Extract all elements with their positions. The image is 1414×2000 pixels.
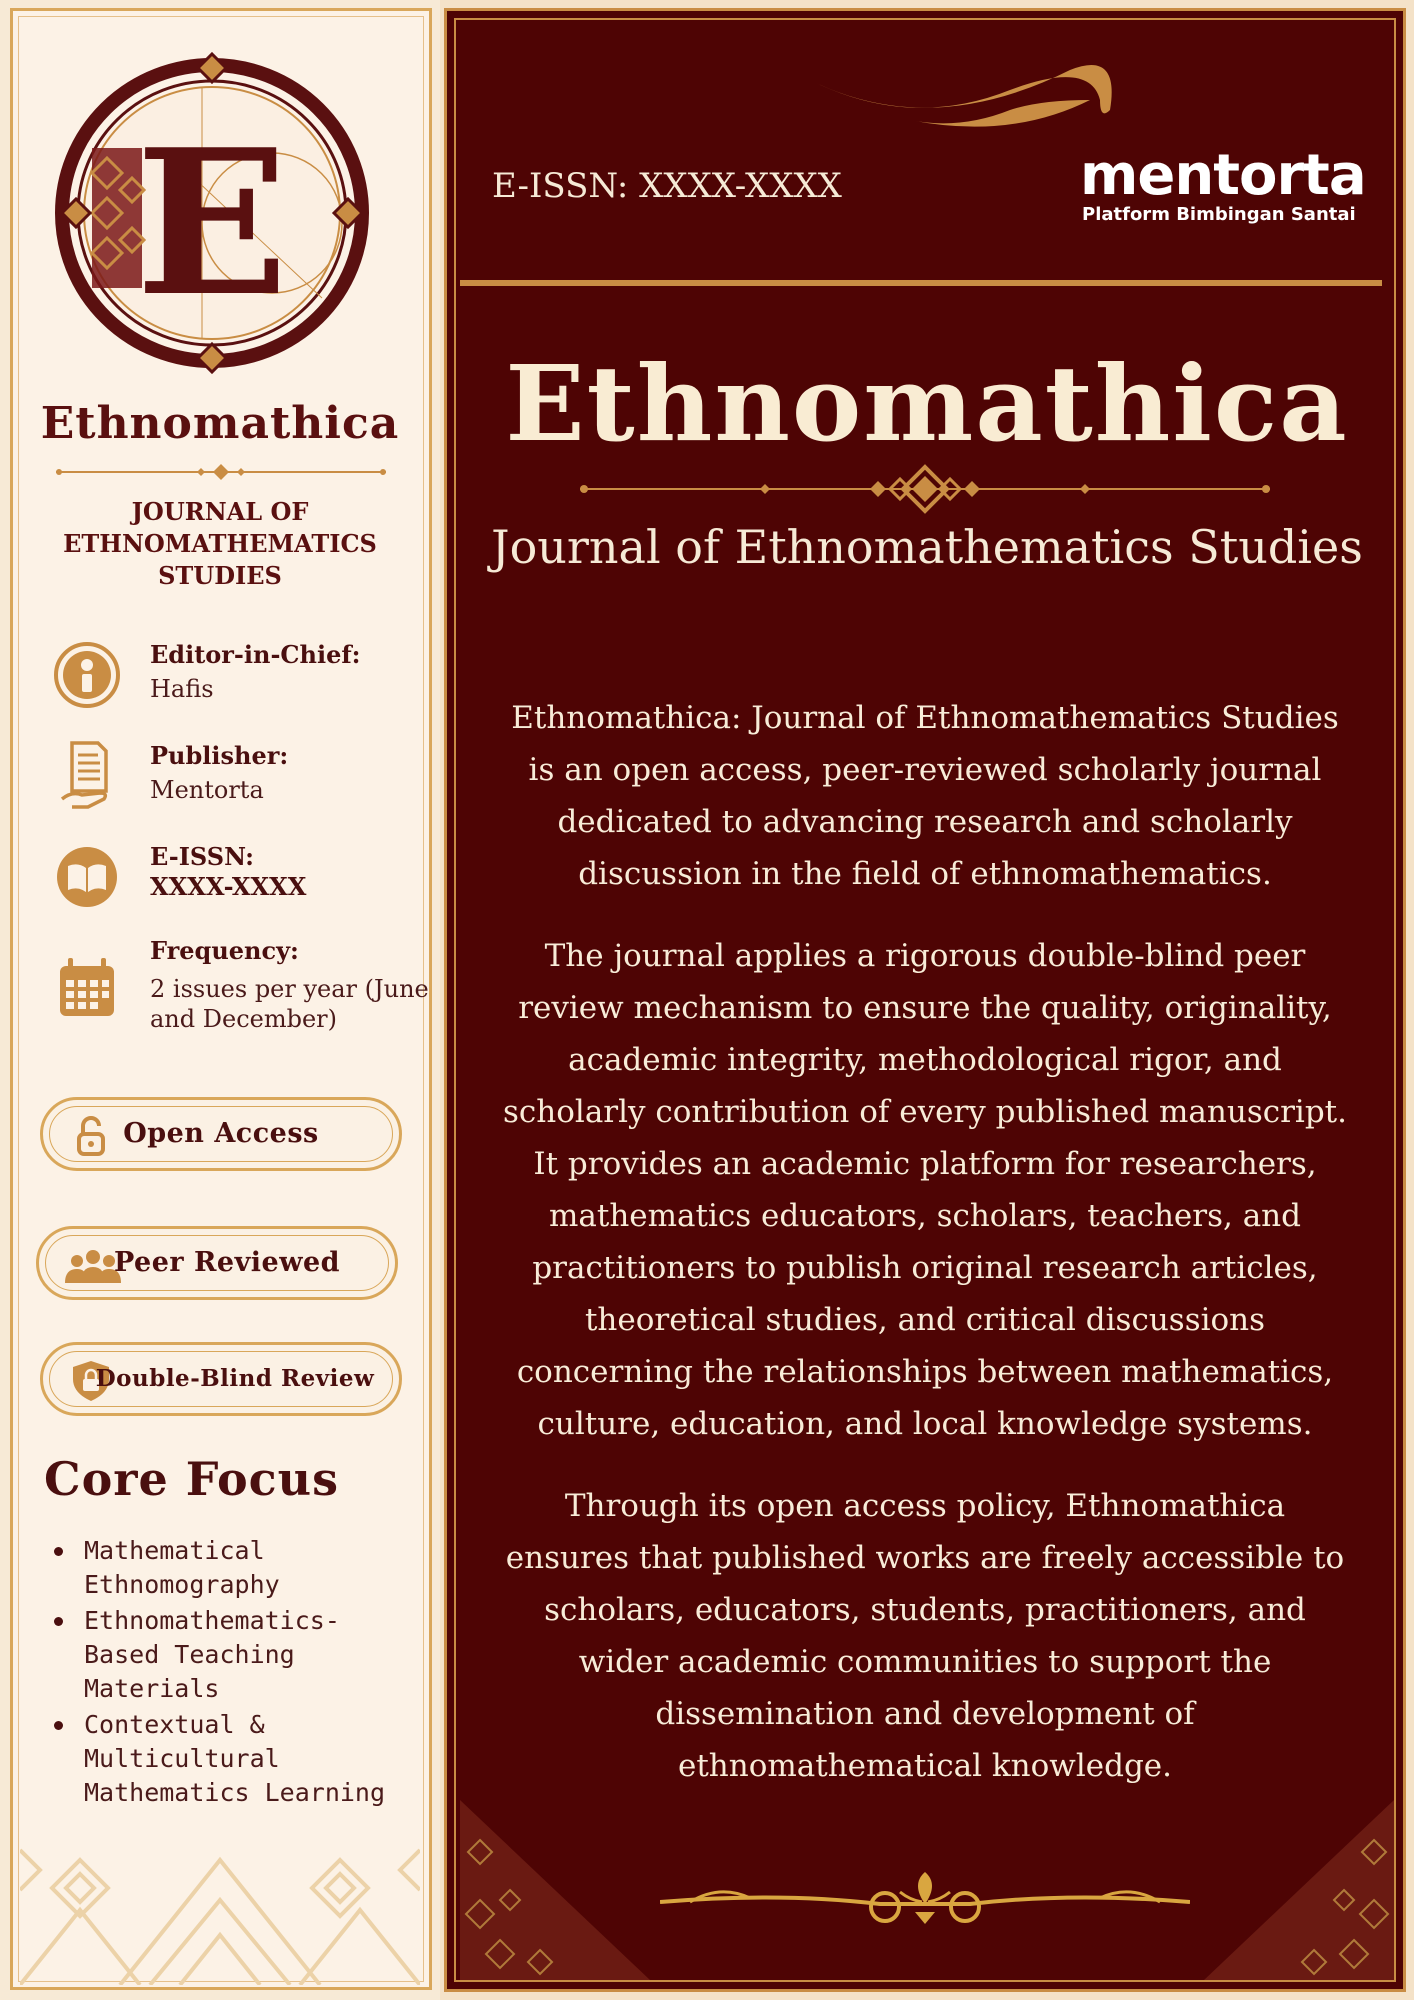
description-paragraph: Ethnomathica: Journal of Ethnomathematics Studies is an open access, peer-reviewed scholarly journal dedicated to advancing research and scholarly discussion in the field of ethnomathematics. [511, 700, 1339, 892]
meta-label: Editor-in-Chief: [150, 640, 361, 669]
meta-value: Hafis [150, 675, 214, 703]
title-ornamental-divider [580, 464, 1270, 514]
calendar-icon [52, 954, 122, 1024]
brand-swoosh-ornament [810, 30, 1140, 150]
list-item: Contextual & Multicultural Mathematics Learning [44, 1708, 414, 1810]
badge-double-blind [40, 1342, 402, 1416]
list-item: Ethnomathematics-Based Teaching Materials [44, 1604, 414, 1706]
description-paragraph: The journal applies a rigorous double-blind peer review mechanism to ensure the quality, originality, academic integrity, methodological rigor, and scholarly contribution of every published manuscript. It provides an academic platform for researchers, mathematics educators, scholars, teachers, and practitioners to publish original research articles, theoretical studies, and critical discussions concerning the relationships between mathematics, culture, education, and local knowledge systems. [503, 938, 1347, 1442]
badge-label: Peer Reviewed [113, 1247, 341, 1278]
meta-value: Mentorta [150, 776, 264, 804]
meta-label: E-ISSN: [150, 842, 255, 871]
meta-label: Publisher: [150, 741, 289, 770]
meta-label: Frequency: [150, 936, 299, 965]
journal-subtitle: Journal of Ethnomathematics Studies [491, 520, 1363, 574]
header-divider [460, 280, 1382, 286]
gold-scroll-ornament [660, 1862, 1190, 1942]
mentorta-tagline: Platform Bimbingan Santai [1082, 204, 1356, 225]
badge-label: Open Access [123, 1118, 319, 1149]
document-hand-icon [52, 741, 122, 811]
badge-label: Double-Blind Review [95, 1365, 375, 1392]
sidebar-journal-title: Ethnomathica [40, 398, 400, 449]
meta-editor [52, 640, 422, 720]
meta-eissn [52, 842, 422, 922]
description-paragraph: Through its open access policy, Ethnomathica ensures that published works are freely accessible to scholars, educators, students, practitioners, and wider academic communities to support the dissemination and development of ethnomathematical knowledge. [505, 1488, 1345, 1784]
core-focus-list [44, 1534, 414, 1812]
tribal-pattern-ornament [20, 1820, 420, 1985]
logo-letter: E [135, 106, 289, 341]
person-icon [52, 640, 122, 710]
badge-peer-reviewed [36, 1226, 398, 1300]
sidebar [0, 0, 440, 2000]
journal-logo-emblem [52, 48, 372, 378]
meta-value: XXXX-XXXX [150, 872, 307, 901]
journal-title: Ethnomathica [505, 342, 1349, 465]
meta-frequency [52, 936, 429, 1046]
ornamental-divider [56, 462, 386, 482]
core-focus-heading: Core Focus [44, 1452, 339, 1506]
main-panel [440, 0, 1414, 2000]
open-book-icon [52, 842, 122, 912]
mentorta-logo: mentorta [1080, 143, 1366, 208]
corner-pattern-left [460, 1800, 650, 1980]
sidebar-journal-subtitle: JOURNAL OF ETHNOMATHEMATICS STUDIES [63, 497, 377, 590]
header-eissn: E-ISSN: XXXX-XXXX [492, 166, 842, 206]
list-item: Mathematical Ethnomography [44, 1534, 414, 1602]
meta-publisher [52, 741, 422, 821]
corner-pattern-right [1204, 1800, 1394, 1980]
meta-value: 2 issues per year (June and December) [150, 975, 429, 1033]
badge-open-access [40, 1097, 402, 1171]
